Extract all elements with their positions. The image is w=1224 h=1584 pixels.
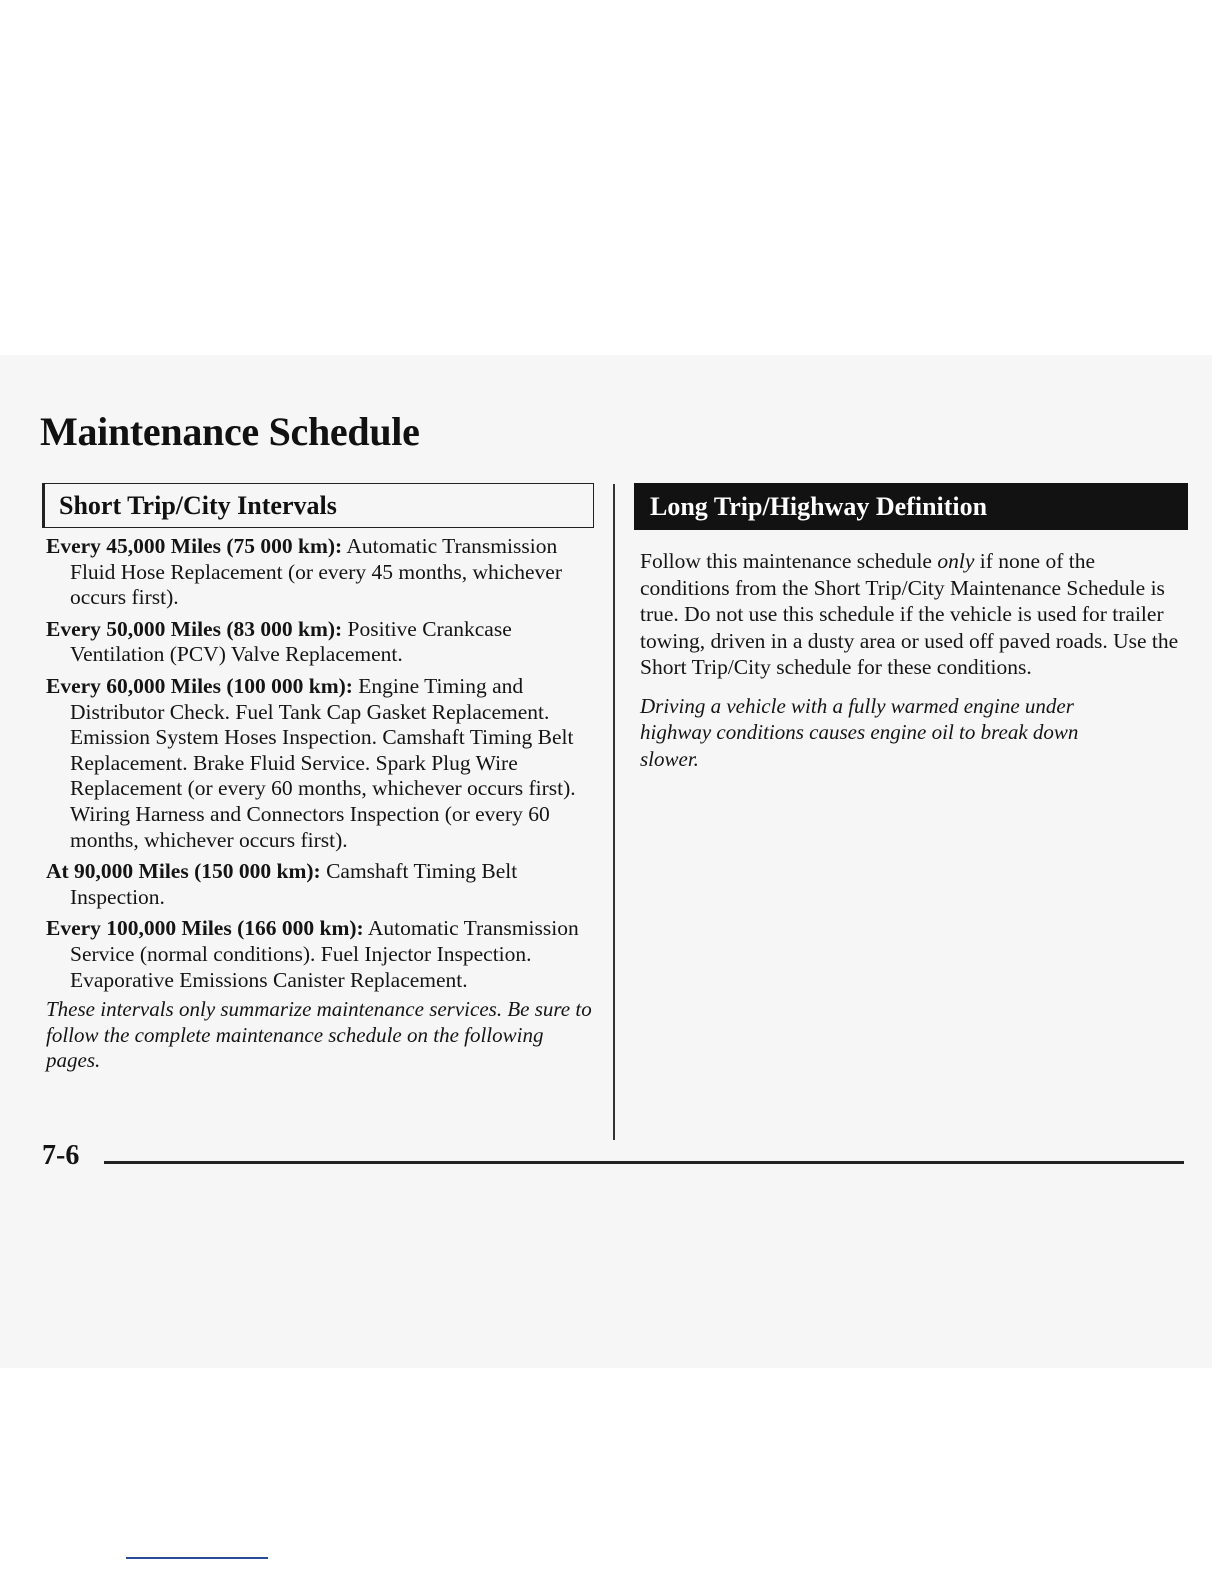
column-divider (613, 484, 615, 1140)
interval-text: Positive Crankcase Ventilation (PCV) Valve Replacement. (70, 616, 512, 667)
interval-item (46, 859, 594, 910)
para-emphasis: only (937, 549, 975, 573)
interval-text: Engine Timing and Distributor Check. Fuel Tank Cap Gasket Replacement. Emission System Hoses Inspection. Camshaft Timing Belt Replacement. Brake Fluid Service. Spark Plug Wire Replacement (or every 60 months, whichever occurs first). Wiring Harness and Connectors Inspection (or every 60 months, whichever occurs first). (70, 673, 576, 852)
long-trip-heading: Long Trip/Highway Definition (634, 483, 1188, 530)
interval-lead: Every 45,000 Miles (75 000 km): (46, 534, 343, 558)
long-trip-column (634, 483, 1188, 772)
interval-item (46, 534, 594, 611)
interval-lead: Every 60,000 Miles (100 000 km): (46, 673, 353, 698)
bottom-underline-mark (126, 1557, 268, 1559)
interval-lead: At 90,000 Miles (150 000 km): (46, 859, 321, 884)
long-trip-description (640, 548, 1180, 681)
engine-oil-note: Driving a vehicle with a fully warmed engine under highway conditions causes engine oil to break down slower. (640, 693, 1079, 771)
interval-lead: Every 100,000 Miles (166 000 km): (46, 916, 364, 941)
footer-rule (104, 1161, 1184, 1164)
interval-item (46, 916, 594, 993)
interval-lead: Every 50,000 Miles (83 000 km): (46, 616, 343, 641)
short-trip-column (42, 483, 594, 1074)
para-text-start: Follow this maintenance schedule (640, 549, 938, 573)
para-text-end: if none of the conditions from the Short Trip/City Maintenance Schedule is true. Do not use this schedule if the vehicle is used for trailer towing, driven in a dusty area or used off paved roads. Use the Short Trip/City schedule for these conditions. (640, 549, 1179, 679)
interval-item (46, 617, 594, 668)
page-number: 7-6 (42, 1140, 80, 1171)
page-title: Maintenance Schedule (40, 409, 420, 454)
interval-item (46, 674, 594, 853)
interval-text: Camshaft Timing Belt Inspection. (70, 859, 518, 909)
interval-text: Automatic Transmission Fluid Hose Replacement (or every 45 months, whichever occurs first). (70, 534, 562, 610)
summary-note: These intervals only summarize maintenance services. Be sure to follow the complete maintenance schedule on the following pages. (46, 997, 592, 1073)
short-trip-heading: Short Trip/City Intervals (42, 483, 594, 528)
interval-text: Automatic Transmission Service (normal conditions). Fuel Injector Inspection. Evaporative Emissions Canister Replacement. (70, 916, 579, 992)
